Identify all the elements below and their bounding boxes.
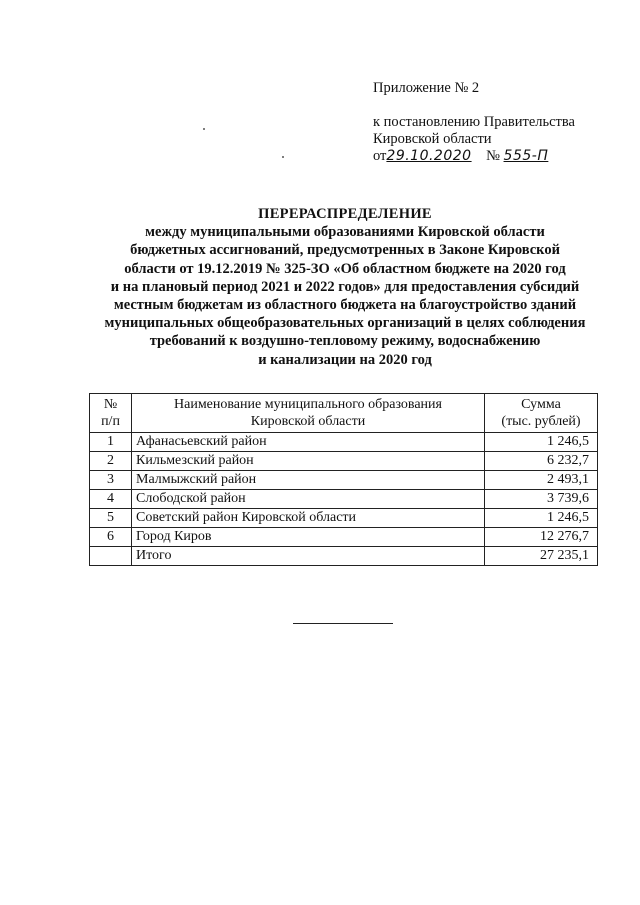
scan-speck bbox=[282, 156, 284, 158]
row-name: Малмыжский район bbox=[132, 471, 485, 490]
appendix-header bbox=[373, 80, 623, 165]
table-row bbox=[90, 509, 598, 528]
row-num: 3 bbox=[90, 471, 132, 490]
row-num: 2 bbox=[90, 452, 132, 471]
row-name: Советский район Кировской области bbox=[132, 509, 485, 528]
total-num-empty bbox=[90, 547, 132, 566]
row-num: 5 bbox=[90, 509, 132, 528]
document-heading bbox=[60, 205, 630, 369]
table-row bbox=[90, 490, 598, 509]
total-label: Итого bbox=[132, 547, 485, 566]
header-sum-line-2: (тыс. рублей) bbox=[501, 414, 581, 429]
table-row bbox=[90, 471, 598, 490]
row-sum: 1 246,5 bbox=[485, 509, 598, 528]
heading-line: и на плановый период 2021 и 2022 годов» для предоставления субсидий bbox=[110, 278, 580, 295]
row-num: 1 bbox=[90, 433, 132, 452]
header-name bbox=[132, 394, 485, 433]
heading-line: и канализации на 2020 год bbox=[258, 351, 432, 368]
appendix-label: Приложение № 2 bbox=[373, 80, 480, 96]
heading-line: бюджетных ассигнований, предусмотренных в Законе Кировской bbox=[130, 242, 560, 259]
row-name: Афанасьевский район bbox=[132, 433, 485, 452]
total-sum: 27 235,1 bbox=[485, 547, 598, 566]
date-prefix: от bbox=[373, 148, 387, 164]
header-sum-line-1: Сумма bbox=[521, 397, 561, 412]
heading-line: муниципальных общеобразовательных организаций в целях соблюдения bbox=[104, 315, 586, 332]
table-header-row bbox=[90, 394, 598, 433]
header-num bbox=[90, 394, 132, 433]
header-sum bbox=[485, 394, 598, 433]
row-name: Город Киров bbox=[132, 528, 485, 547]
header-num-line-2: п/п bbox=[101, 414, 120, 429]
appendix-date-line bbox=[373, 148, 623, 165]
heading-line: области от 19.12.2019 № 325-ЗО «Об областном бюджете на 2020 год bbox=[124, 260, 566, 277]
heading-line: требований к воздушно-тепловому режиму, водоснабжению bbox=[149, 333, 541, 350]
handwritten-number: 555-П bbox=[503, 148, 549, 164]
heading-line: местным бюджетам из областного бюджета на благоустройство зданий bbox=[113, 297, 577, 314]
closing-rule bbox=[293, 623, 393, 624]
header-num-line-1: № bbox=[103, 397, 118, 412]
scan-speck bbox=[203, 128, 205, 130]
appendix-line-1: к постановлению Правительства bbox=[373, 114, 575, 130]
table-total-row bbox=[90, 547, 598, 566]
header-name-line-2: Кировской области bbox=[250, 414, 366, 429]
row-sum: 2 493,1 bbox=[485, 471, 598, 490]
row-sum: 1 246,5 bbox=[485, 433, 598, 452]
appendix-line-2: Кировской области bbox=[373, 131, 492, 147]
row-sum: 3 739,6 bbox=[485, 490, 598, 509]
row-num: 6 bbox=[90, 528, 132, 547]
row-sum: 12 276,7 bbox=[485, 528, 598, 547]
row-name: Кильмезский район bbox=[132, 452, 485, 471]
number-prefix: № bbox=[486, 148, 500, 164]
table-row bbox=[90, 528, 598, 547]
table-row bbox=[90, 433, 598, 452]
distribution-table bbox=[89, 393, 598, 566]
handwritten-date: 29.10.2020 bbox=[386, 148, 472, 164]
heading-line: между муниципальными образованиями Кировской области bbox=[145, 224, 545, 241]
row-num: 4 bbox=[90, 490, 132, 509]
document-title: ПЕРЕРАСПРЕДЕЛЕНИЕ bbox=[258, 206, 432, 222]
row-sum: 6 232,7 bbox=[485, 452, 598, 471]
header-name-line-1: Наименование муниципального образования bbox=[174, 397, 442, 412]
table-row bbox=[90, 452, 598, 471]
row-name: Слободской район bbox=[132, 490, 485, 509]
